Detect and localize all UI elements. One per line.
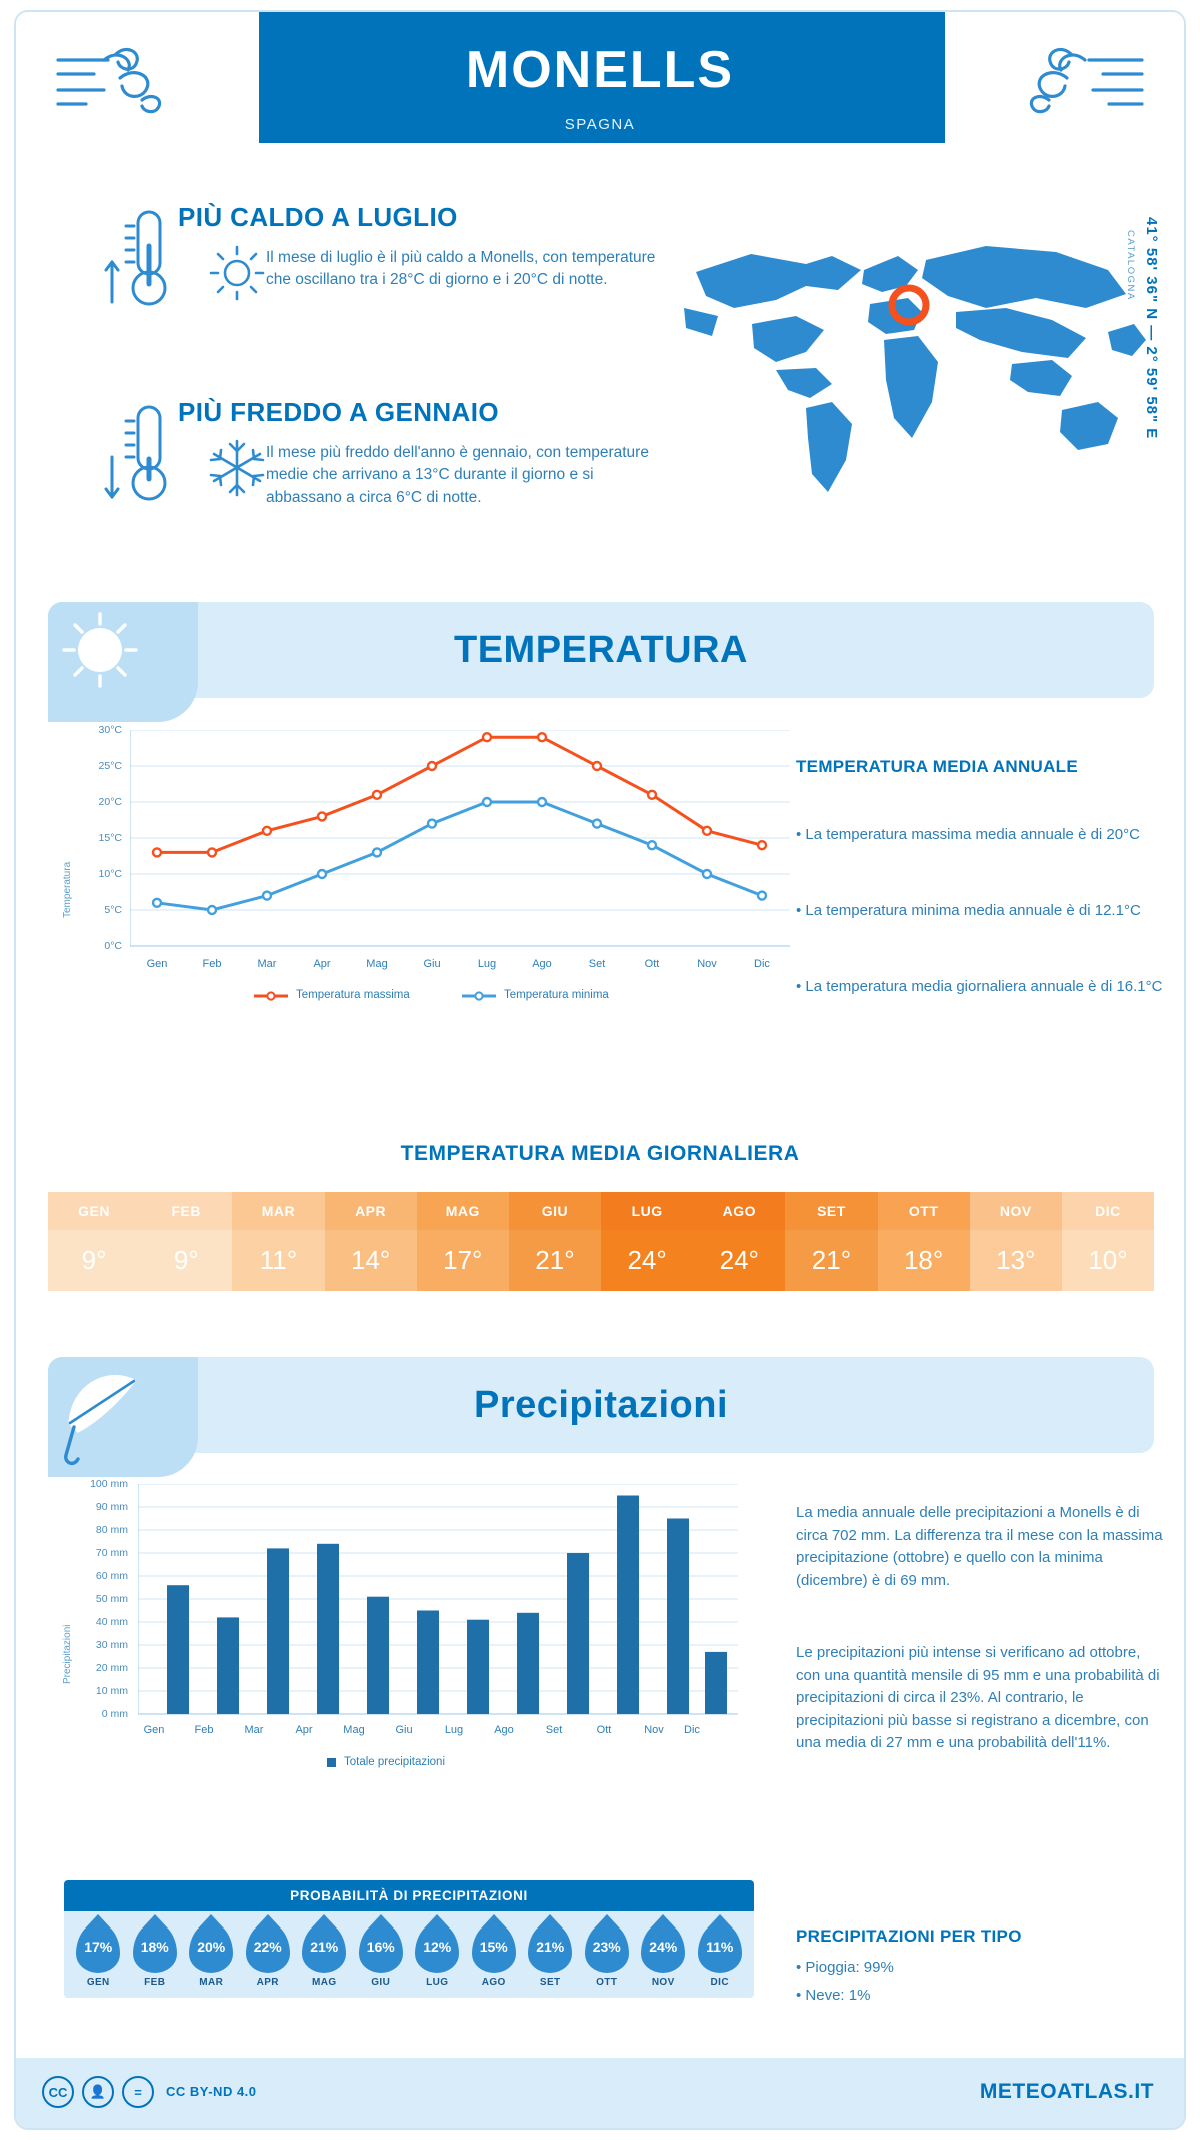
water-drop-icon: [133, 1923, 177, 1973]
table-header-cell: MAG: [417, 1192, 509, 1230]
precipitation-section-banner: [48, 1357, 1154, 1453]
temperature-chart: [62, 724, 770, 1030]
daily-temperature-table: [48, 1192, 1154, 1291]
probability-value: 22%: [253, 1939, 282, 1955]
license-badges: [42, 2076, 154, 2108]
table-value-cell: 18°: [878, 1230, 970, 1291]
cold-title: PIÙ FREDDO A GENNAIO: [178, 397, 499, 427]
xtick: Apr: [295, 1724, 313, 1736]
ytick: 40 mm: [95, 1616, 128, 1628]
snowflake-icon: [206, 437, 268, 499]
page-title: MONELLS: [465, 41, 735, 99]
probability-month: MAG: [311, 1977, 337, 1988]
probability-row: [64, 1911, 754, 1998]
water-drop-icon: [302, 1923, 346, 1973]
table-value-cell: 10°: [1062, 1230, 1154, 1291]
ytick: 15°C: [98, 832, 122, 844]
probability-item: [522, 1923, 579, 1988]
map-region: CATALOGNA: [1125, 230, 1136, 301]
table-header-cell: SET: [785, 1192, 877, 1230]
brand-label: METEOATLAS.IT: [979, 2080, 1154, 2103]
probability-month: LUG: [426, 1977, 449, 1988]
water-drop-icon: [528, 1923, 572, 1973]
ytick: 50 mm: [95, 1593, 128, 1605]
probability-item: [70, 1923, 127, 1988]
xtick: Dic: [684, 1724, 700, 1736]
ytick: 100 mm: [90, 1478, 128, 1490]
table-value-cell: 14°: [325, 1230, 417, 1291]
table-value-cell: 24°: [693, 1230, 785, 1291]
precipitation-chart: [62, 1478, 764, 1814]
ytick: 60 mm: [95, 1570, 128, 1582]
water-drop-icon: [359, 1923, 403, 1973]
wind-icon: [1009, 34, 1154, 129]
table-header-cell: GIU: [509, 1192, 601, 1230]
probability-month: GEN: [86, 1977, 110, 1988]
table-header-cell: AGO: [693, 1192, 785, 1230]
probability-month: APR: [256, 1977, 279, 1988]
xtick: Set: [588, 958, 606, 970]
xtick: Nov: [644, 1724, 664, 1736]
temperature-section-title: TEMPERATURA: [453, 629, 748, 671]
xtick: Lug: [477, 958, 497, 970]
map-coordinates: 41° 58' 36" N — 2° 59' 58" E: [1143, 217, 1160, 440]
xtick: Mag: [343, 1724, 365, 1736]
precipitation-probability: [64, 1880, 754, 1998]
table-header-cell: MAR: [232, 1192, 324, 1230]
ytick: 10 mm: [95, 1685, 128, 1697]
ytick: 30 mm: [95, 1639, 128, 1651]
table-value-cell: 21°: [509, 1230, 601, 1291]
temp-side-bullet-2: • La temperatura minima media annuale è di 12.1°C: [796, 902, 1141, 919]
ytick: 30°C: [98, 724, 122, 736]
license-label: CC BY-ND 4.0: [166, 2084, 257, 2099]
precip-type-title: PRECIPITAZIONI PER TIPO: [796, 1927, 1022, 1946]
probability-item: [183, 1923, 240, 1988]
legend-temp-min: Temperatura minima: [504, 989, 609, 1001]
world-map: [656, 212, 1156, 512]
probability-month: NOV: [651, 1977, 675, 1988]
xtick: Ott: [644, 958, 660, 970]
probability-month: GIU: [371, 1977, 391, 1988]
probability-month: SET: [539, 1977, 561, 1988]
water-drop-icon: [189, 1923, 233, 1973]
probability-item: [466, 1923, 523, 1988]
table-value-row: [48, 1230, 1154, 1291]
xtick: Feb: [194, 1724, 214, 1736]
water-drop-icon: [76, 1923, 120, 1973]
table-value-cell: 13°: [970, 1230, 1062, 1291]
cold-text: Il mese più freddo dell'anno è gennaio, con temperature medie che arrivano a 13°C durante il giorno e si abbassano a circa 6°C di notte.: [266, 444, 649, 506]
precipitation-chart-ylabel: Precipitazioni: [62, 1624, 73, 1684]
precip-type-snow: • Neve: 1%: [796, 1987, 871, 2004]
table-header-cell: LUG: [601, 1192, 693, 1230]
wind-icon: [46, 34, 191, 129]
xtick: Set: [545, 1724, 563, 1736]
xtick: Gen: [146, 958, 168, 970]
water-drop-icon: [641, 1923, 685, 1973]
ytick: 70 mm: [95, 1547, 128, 1559]
ytick: 0 mm: [101, 1708, 128, 1720]
table-value-cell: 17°: [417, 1230, 509, 1291]
legend-temp-max: Temperatura massima: [296, 989, 410, 1001]
ytick: 20°C: [98, 796, 122, 808]
water-drop-icon: [472, 1923, 516, 1973]
probability-item: [240, 1923, 297, 1988]
probability-month: FEB: [144, 1977, 166, 1988]
probability-value: 24%: [649, 1939, 678, 1955]
ytick: 90 mm: [95, 1501, 128, 1513]
precip-paragraph-2: Le precipitazioni più intense si verificano ad ottobre, con una quantità mensile di 95 mm e una probabilità di precipitazioni di circa il 23%. Al contrario, le precipitazioni più basse si registrano a dicembre, con una media di 27 mm e una probabilità dell'11%.: [796, 1644, 1160, 1751]
temp-side-title: TEMPERATURA MEDIA ANNUALE: [796, 757, 1079, 776]
xtick: Ago: [532, 958, 552, 970]
temp-side-bullet-3: • La temperatura media giornaliera annuale è di 16.1°C: [796, 978, 1163, 995]
cc-icon: CC: [42, 2076, 74, 2108]
water-drop-icon: [585, 1923, 629, 1973]
ytick: 10°C: [98, 868, 122, 880]
precipitation-section-title: Precipitazioni: [473, 1384, 729, 1426]
table-value-cell: 9°: [48, 1230, 140, 1291]
table-header-cell: GEN: [48, 1192, 140, 1230]
ytick: 5°C: [104, 904, 122, 916]
table-header-cell: FEB: [140, 1192, 232, 1230]
probability-value: 17%: [84, 1939, 113, 1955]
probability-title: PROBABILITÀ DI PRECIPITAZIONI: [64, 1880, 754, 1911]
probability-value: 11%: [706, 1939, 734, 1955]
legend-total-precipitation: Totale precipitazioni: [344, 1756, 446, 1768]
xtick: Feb: [202, 958, 222, 970]
ytick: 20 mm: [95, 1662, 128, 1674]
probability-month: OTT: [596, 1977, 618, 1988]
table-header-cell: DIC: [1062, 1192, 1154, 1230]
probability-item: [127, 1923, 184, 1988]
probability-month: AGO: [481, 1977, 506, 1988]
xtick: Giu: [423, 958, 441, 970]
probability-month: DIC: [710, 1977, 729, 1988]
table-header-cell: APR: [325, 1192, 417, 1230]
probability-month: MAR: [199, 1977, 224, 1988]
probability-item: [409, 1923, 466, 1988]
nd-icon: =: [122, 2076, 154, 2108]
page-footer: [16, 2058, 1184, 2128]
table-value-cell: 21°: [785, 1230, 877, 1291]
xtick: Mar: [244, 1724, 264, 1736]
precip-type-rain: • Pioggia: 99%: [796, 1959, 894, 1976]
ytick: 80 mm: [95, 1524, 128, 1536]
probability-item: [353, 1923, 410, 1988]
precip-paragraph-1: La media annuale delle precipitazioni a Monells è di circa 702 mm. La differenza tra il mese con la massima precipitazione (ottobre) e quello con la minima (dicembre) è di 69 mm.: [796, 1504, 1163, 1589]
temperature-chart-ylabel: Temperatura: [62, 861, 73, 918]
temperature-section-banner: [48, 602, 1154, 698]
probability-value: 15%: [479, 1939, 508, 1955]
thermometer-up-icon: [104, 206, 174, 316]
page-subtitle: SPAGNA: [564, 116, 636, 133]
probability-value: 20%: [197, 1939, 226, 1955]
daily-table-title: TEMPERATURA MEDIA GIORNALIERA: [400, 1142, 800, 1165]
ytick: 0°C: [104, 940, 122, 952]
probability-value: 18%: [140, 1939, 169, 1955]
table-header-cell: NOV: [970, 1192, 1062, 1230]
xtick: Nov: [697, 958, 717, 970]
probability-value: 16%: [366, 1939, 395, 1955]
xtick: Mag: [366, 958, 388, 970]
table-value-cell: 24°: [601, 1230, 693, 1291]
probability-item: [579, 1923, 636, 1988]
xtick: Giu: [395, 1724, 413, 1736]
table-header-cell: OTT: [878, 1192, 970, 1230]
table-value-cell: 9°: [140, 1230, 232, 1291]
xtick: Ott: [596, 1724, 612, 1736]
table-value-cell: 11°: [232, 1230, 324, 1291]
xtick: Dic: [754, 958, 770, 970]
table-header-row: [48, 1192, 1154, 1230]
probability-value: 12%: [423, 1939, 452, 1955]
page-header: [16, 12, 1184, 164]
thermometer-down-icon: [104, 401, 174, 511]
probability-item: [296, 1923, 353, 1988]
temp-side-bullet-1: • La temperatura massima media annuale è di 20°C: [796, 826, 1140, 843]
sun-icon: [206, 242, 268, 304]
hot-title: PIÙ CALDO A LUGLIO: [178, 202, 458, 232]
probability-item: [692, 1923, 749, 1988]
xtick: Gen: [143, 1724, 165, 1736]
water-drop-icon: [415, 1923, 459, 1973]
by-icon: 👤: [82, 2076, 114, 2108]
page-frame: [14, 10, 1186, 2130]
xtick: Ago: [494, 1724, 514, 1736]
ytick: 25°C: [98, 760, 122, 772]
xtick: Apr: [313, 958, 331, 970]
probability-item: [635, 1923, 692, 1988]
xtick: Mar: [257, 958, 277, 970]
water-drop-icon: [698, 1923, 742, 1973]
xtick: Lug: [444, 1724, 464, 1736]
hot-text: Il mese di luglio è il più caldo a Monells, con temperature che oscillano tra i 28°C di giorno e i 20°C di notte.: [266, 249, 656, 289]
water-drop-icon: [246, 1923, 290, 1973]
probability-value: 21%: [536, 1939, 565, 1955]
probability-value: 23%: [592, 1939, 621, 1955]
probability-value: 21%: [310, 1939, 339, 1955]
